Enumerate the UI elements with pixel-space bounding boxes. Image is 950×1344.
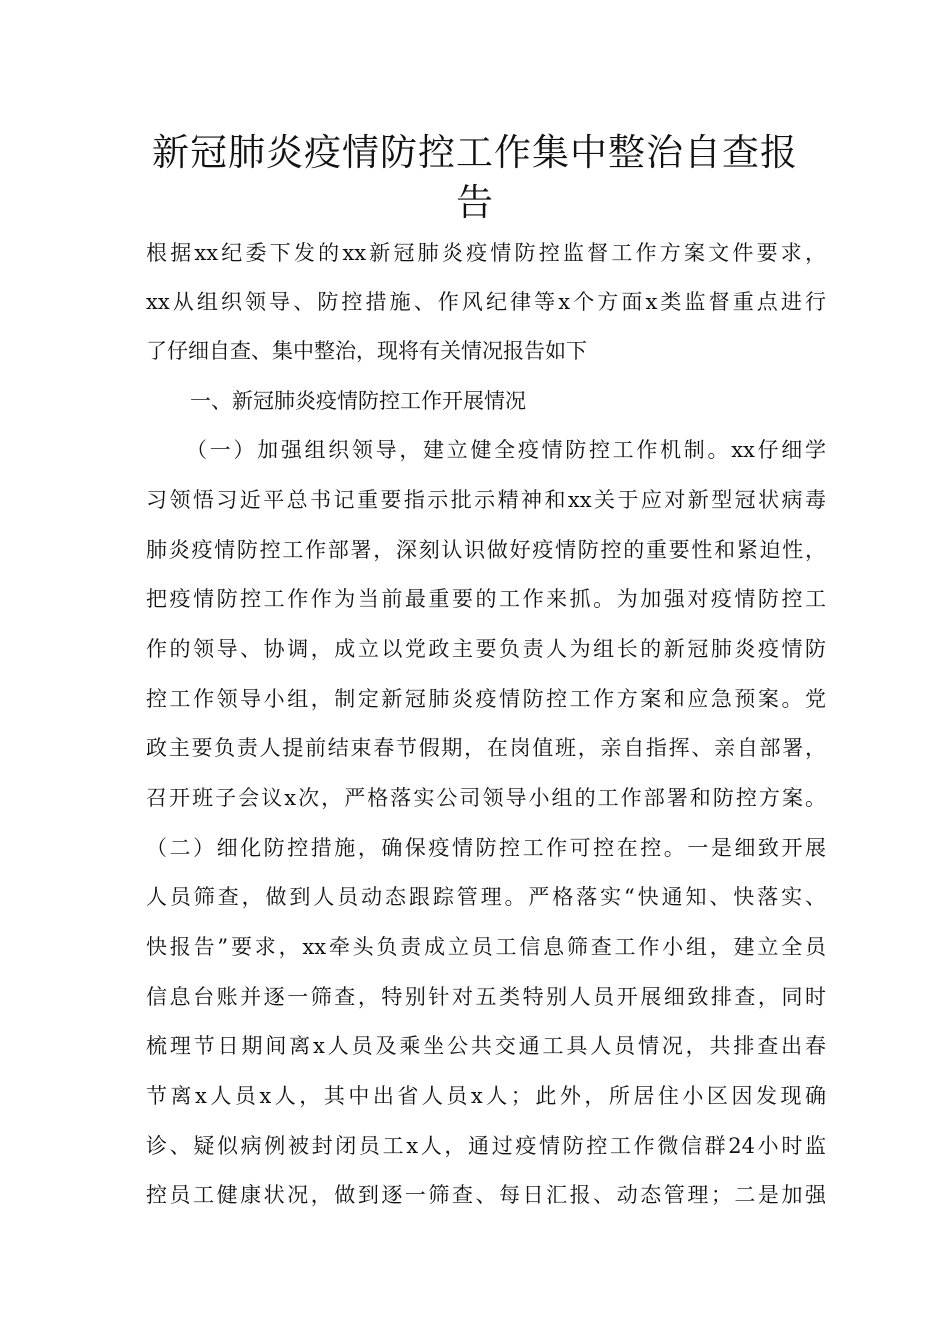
body-line: 诊、疑似病例被封闭员工x人，通过疫情防控工作微信群24小时监 [146, 1134, 826, 1158]
document-title [130, 128, 820, 228]
body-line: 根据xx纪委下发的xx新冠肺炎疫情防控监督工作方案文件要求， [146, 241, 826, 265]
section-heading: 一、新冠肺炎疫情防控工作开展情况 [190, 389, 526, 413]
body-line: 人员筛查，做到人员动态跟踪管理。严格落实“快通知、快落实、 [146, 885, 826, 909]
body-line: 控工作领导小组，制定新冠肺炎疫情防控工作方案和应急预案。党 [146, 687, 826, 711]
title-line-2: 告 [456, 181, 494, 224]
body-line: （二）细化防控措施，确保疫情防控工作可控在控。一是细致开展 [146, 836, 826, 860]
body-line: 信息台账并逐一筛查，特别针对五类特别人员开展细致排查，同时 [146, 985, 826, 1009]
body-line: 梳理节日期间离x人员及乘坐公共交通工具人员情况，共排查出春 [146, 1034, 826, 1058]
body-line: （一）加强组织领导，建立健全疫情防控工作机制。xx仔细学 [186, 438, 826, 462]
body-line: 快报告”要求，xx牵头负责成立员工信息筛查工作小组，建立全员 [146, 935, 826, 959]
body-line: 把疫情防控工作作为当前最重要的工作来抓。为加强对疫情防控工 [146, 587, 826, 611]
body-line: 肺炎疫情防控工作部署，深刻认识做好疫情防控的重要性和紧迫性， [146, 538, 826, 562]
title-line-1: 新冠肺炎疫情防控工作集中整治自查报 [152, 131, 798, 174]
body-line: 召开班子会议x次，严格落实公司领导小组的工作部署和防控方案。 [146, 786, 826, 810]
body-line: 习领悟习近平总书记重要指示批示精神和xx关于应对新型冠状病毒 [146, 488, 826, 512]
body-line: xx从组织领导、防控措施、作风纪律等x个方面x类监督重点进行 [146, 290, 826, 314]
body-line: 控员工健康状况，做到逐一筛查、每日汇报、动态管理；二是加强 [146, 1183, 826, 1207]
body-line: 作的领导、协调，成立以党政主要负责人为组长的新冠肺炎疫情防 [146, 637, 826, 661]
body-line: 政主要负责人提前结束春节假期，在岗值班，亲自指挥、亲自部署， [146, 736, 826, 760]
body-line: 了仔细自查、集中整治，现将有关情况报告如下 [146, 339, 587, 363]
body-line: 节离x人员x人，其中出省人员x人；此外，所居住小区因发现确 [146, 1084, 826, 1108]
